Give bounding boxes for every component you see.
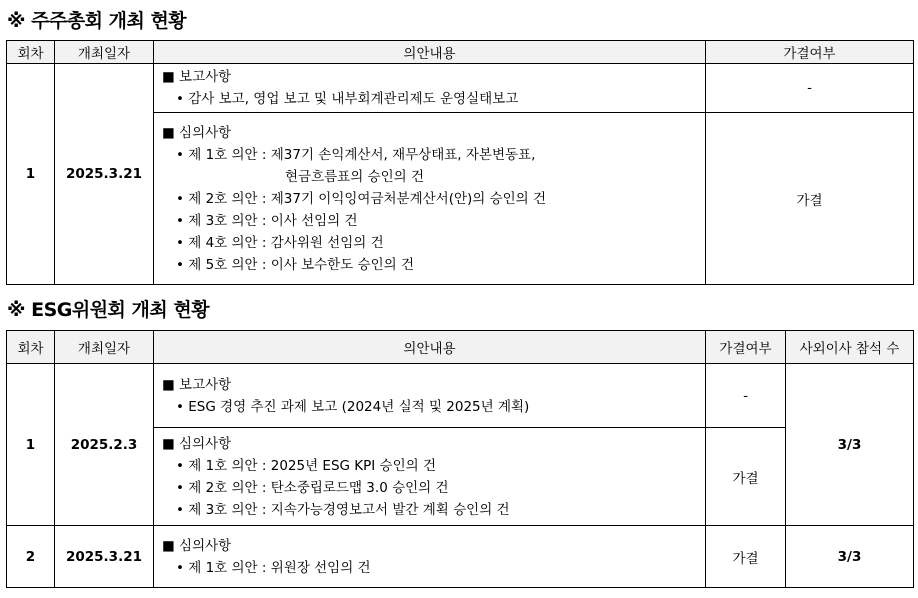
- agm-resolution-cell: [154, 113, 706, 285]
- header-result: 가결여부: [706, 41, 914, 64]
- esg-header-result: 가결여부: [706, 331, 786, 364]
- esg-section-title: ※ ESG위원회 개최 현황: [7, 299, 210, 321]
- agm-date: 2025.3.21: [55, 64, 154, 285]
- agm-resolution-item-5: • 제 5호 의안 : 이사 보수한도 승인의 건: [162, 254, 697, 276]
- agm-resolution-result: 가결: [706, 113, 914, 285]
- esg-row1-resolution-item-1: • 제 1호 의안 : 2025년 ESG KPI 승인의 건: [162, 455, 697, 477]
- header-agenda: 의안내용: [154, 41, 706, 64]
- esg-row2-resolution: [7, 526, 914, 588]
- esg-row1-resolution-item-2: • 제 2호 의안 : 탄소중립로드맵 3.0 승인의 건: [162, 477, 697, 499]
- agm-resolution-item-2: • 제 2호 의안 : 제37기 이익잉여금처분계산서(안)의 승인의 건: [162, 188, 697, 210]
- esg-row2-resolution-cell: [154, 526, 706, 588]
- esg-header-attendance: 사외이사 참석 수: [786, 331, 914, 364]
- esg-row1-report-cell: [154, 364, 706, 428]
- esg-header-round: 회차: [7, 331, 55, 364]
- esg-header-row: [7, 331, 914, 364]
- esg-row1-report-result: -: [706, 364, 786, 428]
- agm-report-heading: ■ 보고사항: [162, 69, 232, 85]
- esg-header-date: 개최일자: [55, 331, 154, 364]
- esg-row1-report: [7, 364, 914, 428]
- esg-row2-round: 2: [7, 526, 55, 588]
- esg-row1-report-item: • ESG 경영 추진 과제 보고 (2024년 실적 및 2025년 계획): [162, 396, 697, 418]
- esg-row1-resolution-item-3: • 제 3호 의안 : 지속가능경영보고서 발간 계획 승인의 건: [162, 499, 697, 521]
- esg-row2-resolution-item-1: • 제 1호 의안 : 위원장 선임의 건: [162, 557, 697, 579]
- esg-row2-resolution-heading: ■ 심의사항: [162, 537, 232, 554]
- agm-report-result: -: [706, 64, 914, 113]
- agm-header-row: [7, 41, 914, 64]
- agm-resolution-item-4: • 제 4호 의안 : 감사위원 선임의 건: [162, 232, 697, 254]
- esg-row2-attendance: 3/3: [786, 526, 914, 588]
- agm-resolution-item-1: • 제 1호 의안 : 제37기 손익계산서, 재무상태표, 자본변동표,: [162, 144, 697, 166]
- agm-resolution-item-3: • 제 3호 의안 : 이사 선임의 건: [162, 210, 697, 232]
- esg-header-agenda: 의안내용: [154, 331, 706, 364]
- esg-row2-date: 2025.3.21: [55, 526, 154, 588]
- esg-row1-resolution-cell: [154, 428, 706, 526]
- agm-resolution-item-1-cont: 현금흐름표의 승인의 건: [285, 168, 424, 185]
- esg-table: [6, 330, 914, 588]
- header-date: 개최일자: [55, 41, 154, 64]
- esg-row1-resolution-result: 가결: [706, 428, 786, 526]
- agm-report-cell: [154, 64, 706, 113]
- agm-report-item: • 감사 보고, 영업 보고 및 내부회계관리제도 운영실태보고: [162, 88, 697, 110]
- header-round: 회차: [7, 41, 55, 64]
- esg-row1-round: 1: [7, 364, 55, 526]
- agm-table: [6, 40, 914, 285]
- esg-row1-report-heading: ■ 보고사항: [162, 376, 232, 393]
- agm-report-row: [7, 64, 914, 113]
- agm-section-title: ※ 주주총회 개최 현황: [7, 10, 187, 32]
- agm-resolution-heading: ■ 심의사항: [162, 124, 232, 141]
- esg-row1-attendance: 3/3: [786, 364, 914, 526]
- esg-row2-resolution-result: 가결: [706, 526, 786, 588]
- agm-round: 1: [7, 64, 55, 285]
- esg-row1-date: 2025.2.3: [55, 364, 154, 526]
- esg-row1-resolution-heading: ■ 심의사항: [162, 435, 232, 452]
